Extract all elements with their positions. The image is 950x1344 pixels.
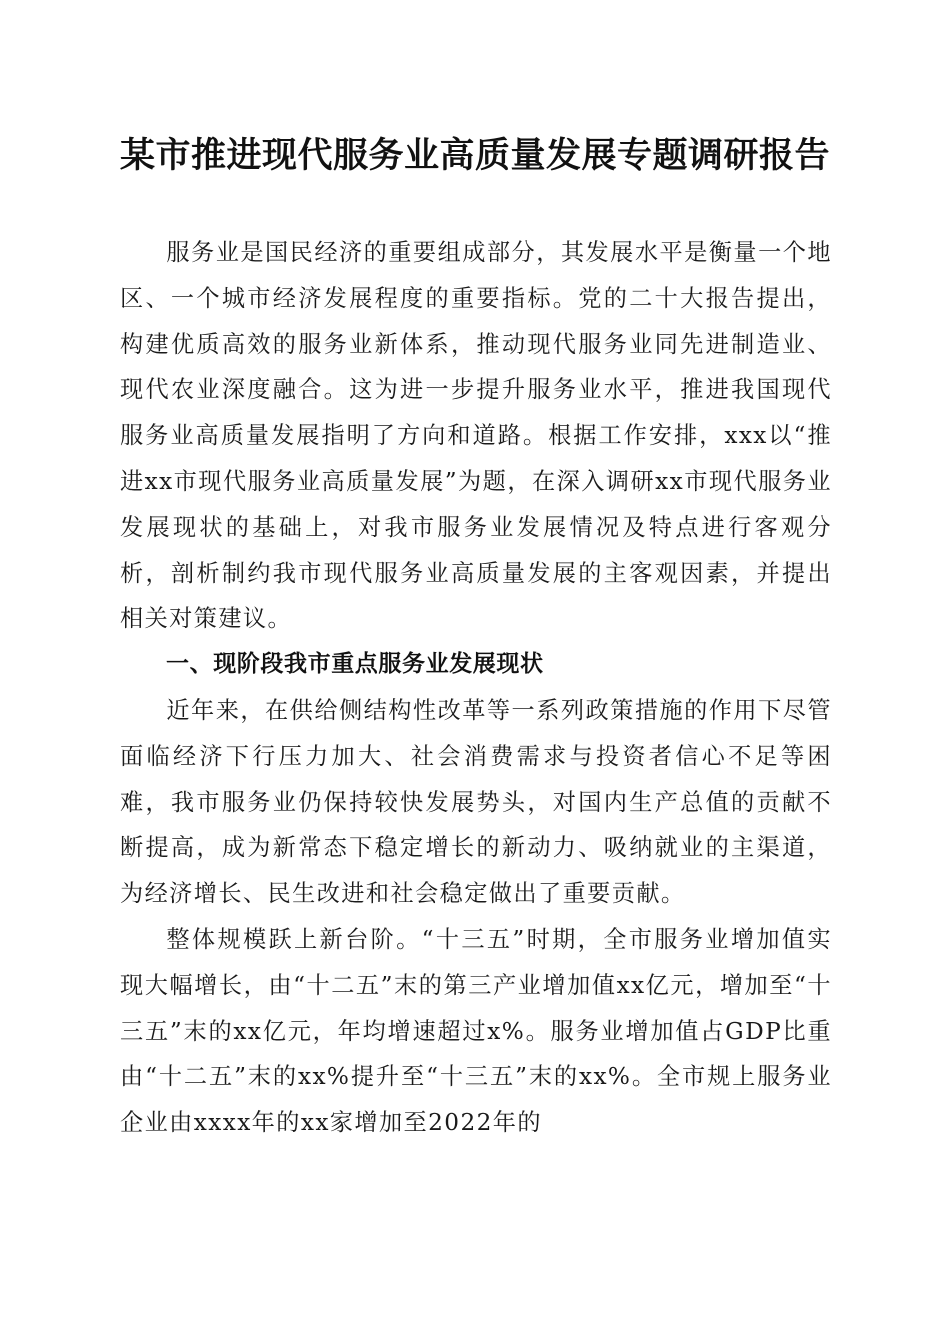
section-paragraph: 近年来，在供给侧结构性改革等一系列政策措施的作用下尽管面临经济下行压力加大、社会消费需求与投资者信心不足等困难，我市服务业仍保持较快发展势头，对国内生产总值的贡献不断提高，成为新常态下稳定增长的新动力、吸纳就业的主渠道，为经济增长、民生改进和社会稳定做出了重要贡献。	[120, 696, 832, 908]
section-paragraph: 整体规模跃上新台阶。“十三五”时期，全市服务业增加值实现大幅增长，由“十二五”末的第三产业增加值xx亿元，增加至“十三五”末的xx亿元，年均增速超过x%。服务业增加值占GDP比重由“十二五”末的xx%提升至“十三五”末的xx%。全市规上服务业企业由xxxx年的xx家增加至2022年的	[120, 925, 832, 1137]
intro-paragraph: 服务业是国民经济的重要组成部分，其发展水平是衡量一个地区、一个城市经济发展程度的重要指标。党的二十大报告提出，构建优质高效的服务业新体系，推动现代服务业同先进制造业、现代农业深度融合。这为进一步提升服务业水平，推进我国现代服务业高质量发展指明了方向和道路。根据工作安排，xxx以“推进xx市现代服务业高质量发展”为题，在深入调研xx市现代服务业发展现状的基础上，对我市服务业发展情况及特点进行客观分析，剖析制约我市现代服务业高质量发展的主客观因素，并提出相关对策建议。	[120, 239, 832, 633]
document-body	[120, 230, 832, 1146]
document-title: 某市推进现代服务业高质量发展专题调研报告	[119, 135, 830, 176]
section-heading: 一、现阶段我市重点服务业发展现状	[166, 651, 544, 678]
